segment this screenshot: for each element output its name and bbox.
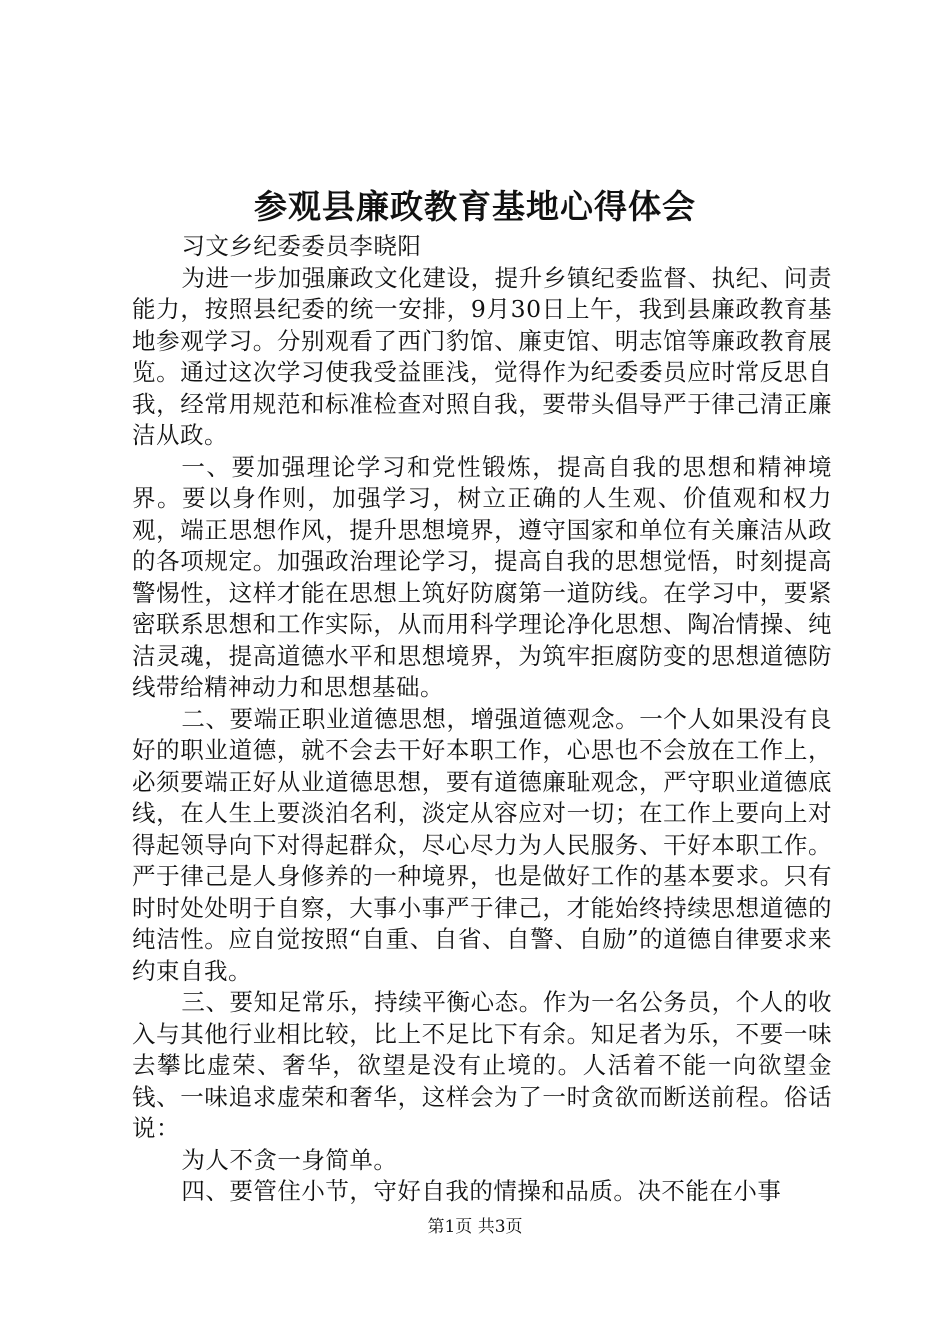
paragraph-intro: 为进一步加强廉政文化建设，提升乡镇纪委监督、执纪、问责能力，按照县纪委的统一安排，9月30日上午，我到县廉政教育基地参观学习。分别观看了西门豹馆、廉吏馆、明志馆等廉政教育展览。通过这次学习使我受益匪浅，觉得作为纪委委员应时常反思自我，经常用规范和标准检查对照自我，要带头倡导严于律己清正廉洁从政。 [132, 263, 832, 449]
document-body [132, 231, 832, 1208]
paragraph-point-3: 三、要知足常乐，持续平衡心态。作为一名公务员，个人的收入与其他行业相比较，比上不足比下有余。知足者为乐，不要一味去攀比虚荣、奢华，欲望是没有止境的。人活着不能一向欲望金钱、一味追求虚荣和奢华，这样会为了一时贪欲而断送前程。俗话说： [132, 988, 832, 1142]
document-title: 参观县廉政教育基地心得体会 [254, 187, 696, 226]
author-line: 习文乡纪委委员李晓阳 [181, 232, 422, 260]
paragraph-point-2: 二、要端正职业道德思想，增强道德观念。一个人如果没有良好的职业道德，就不会去干好本职工作，心思也不会放在工作上，必须要端正好从业道德思想，要有道德廉耻观念，严守职业道德底线，在人生上要淡泊名利，淡定从容应对一切；在工作上要向上对得起领导向下对得起群众，尽心尽力为人民服务、干好本职工作。严于律己是人身修养的一种境界，也是做好工作的基本要求。只有时时处处明于自察，大事小事严于律己，才能始终持续思想道德的纯洁性。应自觉按照“自重、自省、自警、自励”的道德自律要求来约束自我。 [132, 704, 832, 985]
paragraph-saying: 为人不贪一身简单。 [181, 1145, 398, 1174]
paragraph-point-1: 一、要加强理论学习和党性锻炼，提高自我的思想和精神境界。要以身作则，加强学习，树立正确的人生观、价值观和权力观，端正思想作风，提升思想境界，遵守国家和单位有关廉洁从政的各项规定。加强政治理论学习，提高自我的思想觉悟，时刻提高警惕性，这样才能在思想上筑好防腐第一道防线。在学习中，要紧密联系思想和工作实际，从而用科学理论净化思想、陶冶情操、纯洁灵魂，提高道德水平和思想境界，为筑牢拒腐防变的思想道德防线带给精神动力和思想基础。 [132, 452, 832, 701]
page-footer: 第1页 共3页 [427, 1217, 523, 1237]
paragraph-point-4: 四、要管住小节，守好自我的情操和品质。决不能在小事 [181, 1177, 782, 1205]
